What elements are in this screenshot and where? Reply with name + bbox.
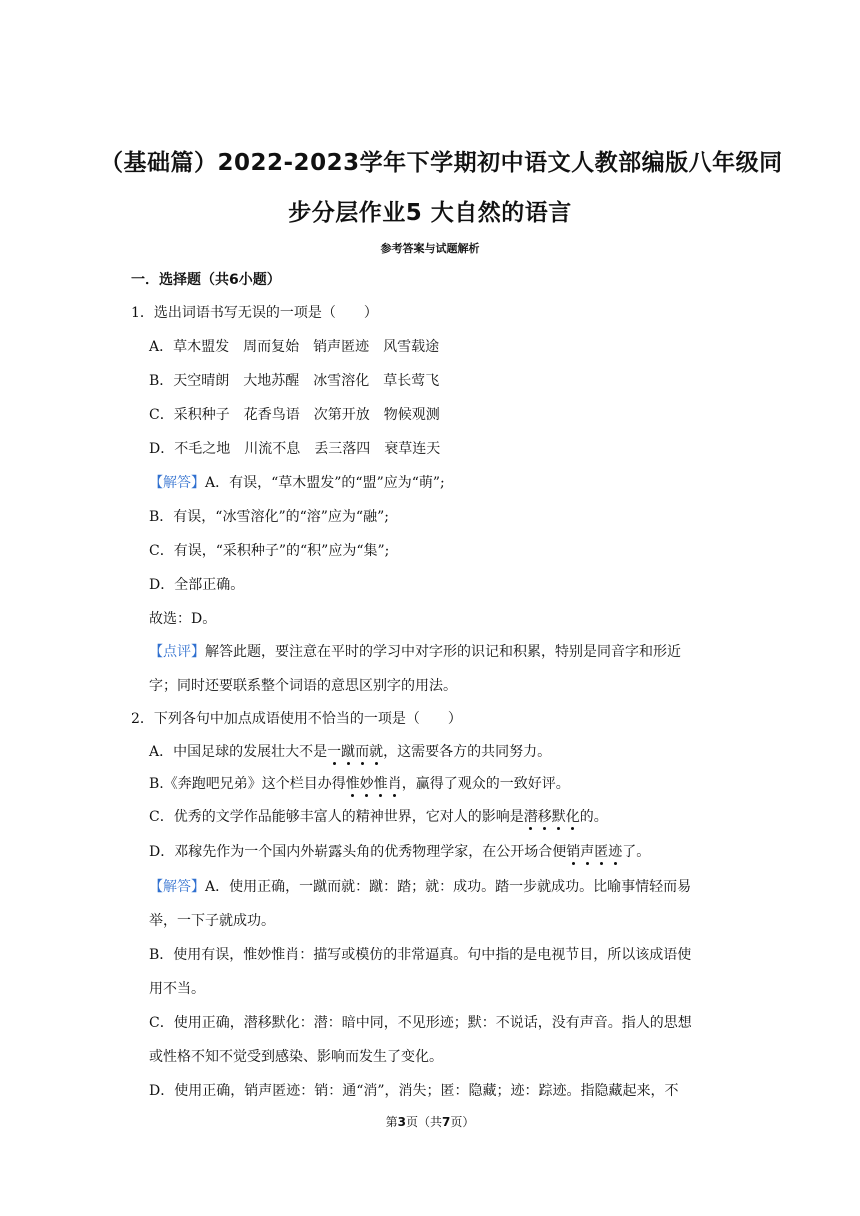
dotted-character: 而 xyxy=(355,744,370,760)
option-text: 了。 xyxy=(622,844,651,860)
q2-answer-line-5: C．使用正确，潜移默化：潜：暗中同，不见形迹；默：不说话，没有声音。指人的思想 xyxy=(149,1015,692,1031)
q2-option-b xyxy=(149,774,570,794)
document-subtitle: 参考答案与试题解析 xyxy=(380,242,480,255)
comment-text: 解答此题，要注意在平时的学习中对字形的识记和积累，特别是同音字和形近 xyxy=(205,644,681,660)
answer-tag: 【解答】 xyxy=(149,879,205,895)
document-title-line-1: （基础篇）2022-2023学年下学期初中语文人教部编版八年级同 xyxy=(100,150,783,176)
answer-text: A．使用正确，一蹴而就：蹴：踏；就：成功。踏一步就成功。比喻事情轻而易 xyxy=(205,879,692,895)
q1-answer-line-3: C．有误，“采积种子”的“积”应为“集”; xyxy=(149,543,390,559)
option-text: B.《奔跑吧兄弟》这个栏目办得 xyxy=(149,776,346,792)
q1-option-a: A．草木盟发 周而复始 销声匿迹 风雪载途 xyxy=(149,339,440,355)
q1-answer-line-4: D．全部正确。 xyxy=(149,577,245,593)
q1-answer-line-1 xyxy=(149,473,445,493)
q2-option-c xyxy=(149,807,608,827)
dotted-character: 销 xyxy=(566,844,581,860)
dotted-character: 惟 xyxy=(345,776,360,792)
footer-text: 页（共 xyxy=(405,1115,442,1129)
current-page-number: 3 xyxy=(397,1115,406,1129)
dotted-character: 声 xyxy=(580,844,595,860)
footer-text: 页） xyxy=(450,1115,475,1129)
option-text: A．中国足球的发展壮大不是 xyxy=(149,744,328,760)
dotted-character: 一 xyxy=(327,744,342,760)
q2-answer-line-2: 举，一下子就成功。 xyxy=(149,913,275,929)
dotted-character: 化 xyxy=(565,809,580,825)
q2-answer-line-6: 或性格不知不觉受到感染、影响而发生了变化。 xyxy=(149,1049,443,1065)
option-text: ，这需要各方的共同努力。 xyxy=(383,744,552,760)
q2-option-a xyxy=(149,742,551,762)
dotted-character: 潜 xyxy=(523,809,538,825)
option-text: C．优秀的文学作品能够丰富人的精神世界，它对人的影响是 xyxy=(149,809,524,825)
q2-stem: 2．下列各句中加点成语使用不恰当的一项是（ ） xyxy=(131,711,462,727)
dotted-character: 惟 xyxy=(373,776,388,792)
option-text: 的。 xyxy=(579,809,608,825)
comment-tag: 【点评】 xyxy=(149,644,205,660)
q1-option-c: C．采积种子 花香鸟语 次第开放 物候观测 xyxy=(149,407,440,423)
dotted-idiom xyxy=(346,776,402,792)
q1-answer-line-5: 故选：D。 xyxy=(149,611,217,627)
dotted-idiom xyxy=(327,744,383,760)
answer-text: A．有误，“草木盟发”的“盟”应为“萌”; xyxy=(205,475,445,491)
dotted-character: 妙 xyxy=(359,776,374,792)
dotted-idiom xyxy=(524,809,580,825)
q2-answer-line-4: 用不当。 xyxy=(149,981,205,997)
dotted-character: 蹴 xyxy=(341,744,356,760)
page-footer xyxy=(0,1113,860,1130)
q1-option-b: B．天空晴朗 大地苏醒 冰雪溶化 草长莺飞 xyxy=(149,373,440,389)
option-text: ，赢得了观众的一致好评。 xyxy=(401,776,570,792)
dotted-character: 肖 xyxy=(387,776,402,792)
q2-option-d xyxy=(149,842,650,862)
q1-answer-line-2: B．有误，“冰雪溶化”的“溶”应为“融”; xyxy=(149,509,389,525)
q2-answer-line-1 xyxy=(149,877,691,897)
answer-tag: 【解答】 xyxy=(149,475,205,491)
footer-text: 第 xyxy=(385,1115,398,1129)
q1-option-d: D．不毛之地 川流不息 丢三落四 衰草连天 xyxy=(149,441,441,457)
dotted-character: 移 xyxy=(537,809,552,825)
document-title-line-2: 步分层作业5 大自然的语言 xyxy=(288,200,572,226)
dotted-character: 默 xyxy=(551,809,566,825)
q2-answer-line-3: B．使用有误，惟妙惟肖：描写或模仿的非常逼真。句中指的是电视节目，所以该成语使 xyxy=(149,947,692,963)
q2-answer-line-7: D．使用正确，销声匿迹：销：通“消”，消失；匿：隐藏；迹：踪迹。指隐藏起来，不 xyxy=(149,1083,679,1099)
total-pages-number: 7 xyxy=(442,1115,451,1129)
q1-comment-line-1 xyxy=(149,642,681,662)
option-text: D．邓稼先作为一个国内外崭露头角的优秀物理学家，在公开场合便 xyxy=(149,844,567,860)
dotted-character: 匿 xyxy=(594,844,609,860)
dotted-character: 就 xyxy=(369,744,384,760)
q1-stem: 1．选出词语书写无误的一项是（ ） xyxy=(131,305,378,321)
section-heading: 一．选择题（共6小题） xyxy=(131,272,281,288)
dotted-character: 迹 xyxy=(608,844,623,860)
q1-comment-line-2: 字；同时还要联系整个词语的意思区别字的用法。 xyxy=(149,678,457,694)
dotted-idiom xyxy=(566,844,622,860)
